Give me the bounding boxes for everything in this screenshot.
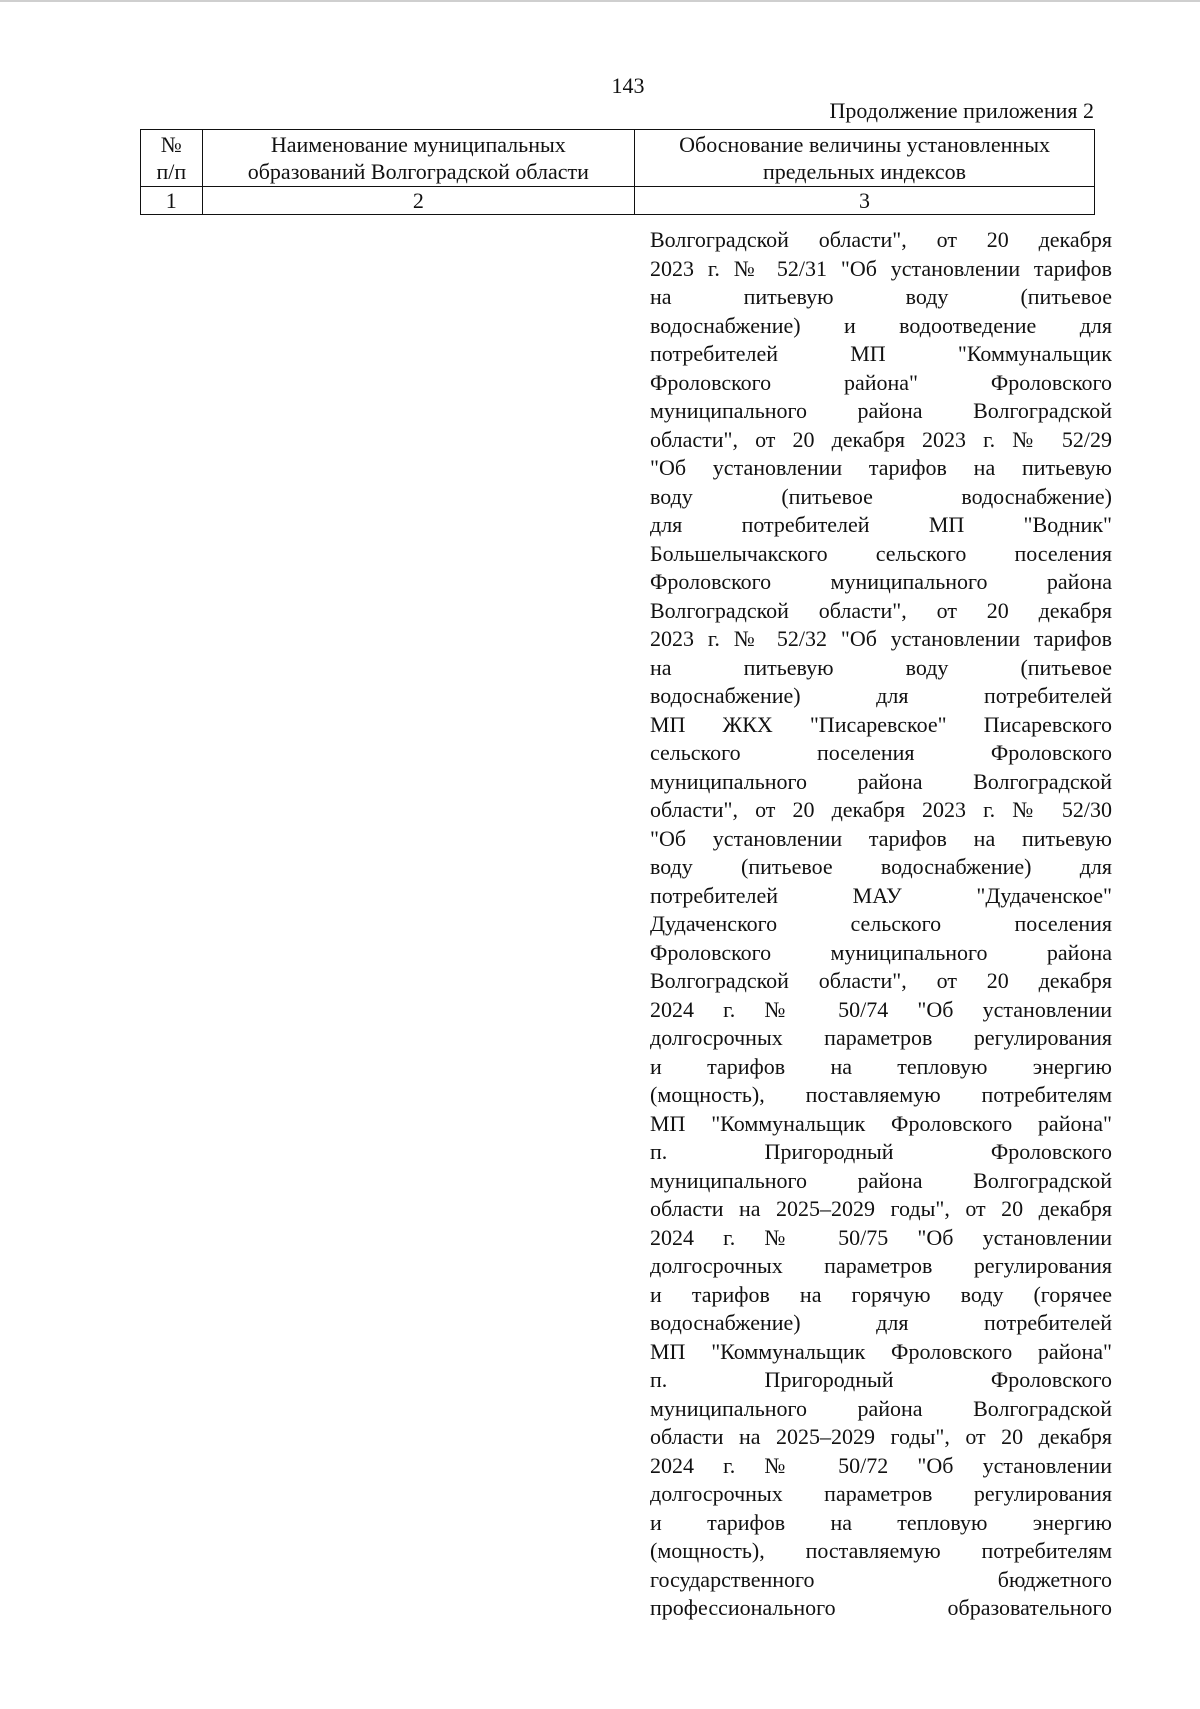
column-number-3: 3 <box>635 187 1095 215</box>
header-municipality-label: Наименование муниципальных образований Волгоградской области <box>247 132 589 184</box>
text-line: 2024 г. № 50/75 "Об установлении <box>650 1224 1112 1250</box>
text-line: воду (питьевое водоснабжение) для <box>650 854 1112 879</box>
page-number: 143 <box>611 73 645 98</box>
text-line: на питьевую воду (питьевое <box>650 654 1112 680</box>
column-number-2: 2 <box>202 187 635 215</box>
table-header-row <box>141 130 1095 187</box>
text-line: водоснабжение) и водоотведение для <box>650 312 1112 338</box>
text-line: Большелычакского сельского поселения <box>650 540 1112 566</box>
text-line: 2023 г. № 52/32 "Об установлении тарифов <box>650 626 1112 651</box>
text-line: долгосрочных параметров регулирования <box>650 1025 1112 1050</box>
appendix-continuation-note: Продолжение приложения 2 <box>829 98 1094 123</box>
text-line: водоснабжение) для потребителей <box>650 683 1112 708</box>
text-line: потребителей МАУ "Дудаченское" <box>650 882 1112 908</box>
text-line: Дудаченского сельского поселения <box>650 911 1112 936</box>
text-line: потребителей МП "Коммунальщик <box>650 341 1112 366</box>
text-line: долгосрочных параметров регулирования <box>650 1481 1112 1506</box>
text-line: МП "Коммунальщик Фроловского района" <box>650 1110 1112 1136</box>
text-line: 2024 г. № 50/72 "Об установлении <box>650 1452 1112 1478</box>
text-line: области", от 20 декабря 2023 г. № 52/30 <box>650 797 1112 822</box>
text-line: 2024 г. № 50/74 "Об установлении <box>650 996 1112 1022</box>
text-line: п. Пригородный Фроловского <box>650 1367 1112 1392</box>
column-number-1: 1 <box>141 187 203 215</box>
text-line: государственного бюджетного <box>650 1566 1112 1592</box>
scan-top-edge <box>0 0 1200 2</box>
text-line: и тарифов на горячую воду (горячее <box>650 1281 1112 1307</box>
text-line: МП "Коммунальщик Фроловского района" <box>650 1338 1112 1364</box>
header-number-column <box>141 130 203 187</box>
text-line: 2023 г. № 52/31 "Об установлении тарифов <box>650 255 1112 281</box>
text-line: муниципального района Волгоградской <box>650 1395 1112 1421</box>
justification-text <box>650 226 1112 1623</box>
text-line: муниципального района Волгоградской <box>650 398 1112 423</box>
text-line: на питьевую воду (питьевое <box>650 284 1112 309</box>
header-number-label: № п/п <box>156 132 187 184</box>
text-line: муниципального района Волгоградской <box>650 768 1112 794</box>
text-line: п. Пригородный Фроловского <box>650 1139 1112 1164</box>
text-line: "Об установлении тарифов на питьевую <box>650 825 1112 851</box>
text-line: для потребителей МП "Водник" <box>650 512 1112 537</box>
text-line: сельского поселения Фроловского <box>650 740 1112 765</box>
header-justification-column <box>635 130 1095 187</box>
text-line: Фроловского муниципального района <box>650 569 1112 594</box>
appendix-table <box>140 129 1095 215</box>
text-line: и тарифов на тепловую энергию <box>650 1509 1112 1535</box>
text-line: Волгоградской области", от 20 декабря <box>650 968 1112 993</box>
header-municipality-column <box>202 130 635 187</box>
text-line: долгосрочных параметров регулирования <box>650 1253 1112 1278</box>
text-line: Фроловского района" Фроловского <box>650 369 1112 395</box>
text-line: Волгоградской области", от 20 декабря <box>650 597 1112 623</box>
text-line: воду (питьевое водоснабжение) <box>650 483 1112 509</box>
text-line: муниципального района Волгоградской <box>650 1167 1112 1193</box>
text-line: "Об установлении тарифов на питьевую <box>650 455 1112 480</box>
text-line: Фроловского муниципального района <box>650 939 1112 965</box>
header-justification-label: Обоснование величины установленных предельных индексов <box>679 132 1050 184</box>
text-line: водоснабжение) для потребителей <box>650 1310 1112 1335</box>
text-line: Волгоградской области", от 20 декабря <box>650 227 1112 252</box>
text-line: области на 2025–2029 годы", от 20 декабря <box>650 1424 1112 1449</box>
column-number-row <box>141 187 1095 215</box>
text-line: и тарифов на тепловую энергию <box>650 1053 1112 1079</box>
text-line: области на 2025–2029 годы", от 20 декабря <box>650 1196 1112 1221</box>
text-line: (мощность), поставляемую потребителям <box>650 1082 1112 1107</box>
text-line: профессионального образовательного <box>650 1595 1112 1620</box>
text-line: (мощность), поставляемую потребителям <box>650 1538 1112 1563</box>
text-line: МП ЖКХ "Писаревское" Писаревского <box>650 711 1112 737</box>
text-line: области", от 20 декабря 2023 г. № 52/29 <box>650 426 1112 452</box>
